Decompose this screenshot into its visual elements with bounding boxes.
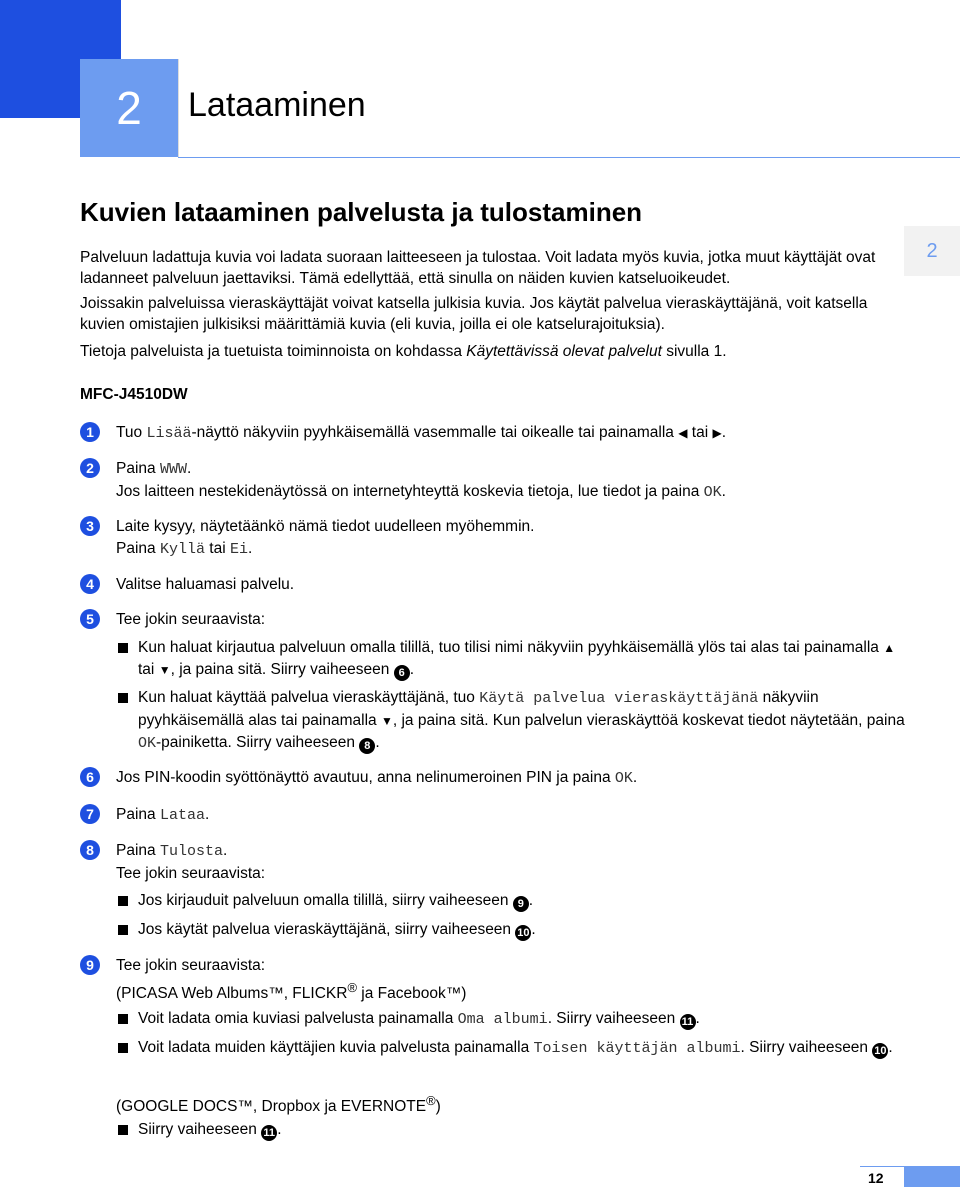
registered-mark: ® [347, 980, 357, 995]
text: Voit ladata muiden käyttäjien kuvia palvelusta painamalla [138, 1039, 534, 1056]
chapter-number: 2 [116, 82, 142, 134]
left-arrow-icon: ◀ [678, 426, 688, 440]
text: Paina [116, 460, 160, 477]
group-label [116, 1090, 896, 1118]
step-ref-badge[interactable]: 10 [874, 1045, 887, 1057]
text: Paina [116, 806, 160, 823]
step-number: 9 [80, 955, 100, 975]
intro-paragraph-1: Palveluun ladattuja kuvia voi ladata suoraan laitteeseen ja tulostaa. Voit ladata myös kuvia, jotka muut käyttäjät ovat ladanneet palveluun jaettaviksi. Tämä edellyttää, että sinulla on näiden kuvien katseluoikeudet. [80, 249, 876, 287]
bullet-text [138, 637, 908, 681]
text: (PICASA Web Albums™, FLICKR [116, 985, 348, 1003]
text: ) [435, 1098, 441, 1116]
step-text [116, 955, 896, 1005]
step-ref-badge[interactable]: 11 [261, 1125, 277, 1141]
step-ref-badge[interactable]: 11 [680, 1014, 696, 1030]
side-tab-label: 2 [926, 239, 938, 262]
chapter-title: Lataaminen [188, 86, 366, 124]
step-ref-badge[interactable]: 9 [513, 896, 529, 912]
text: tai [204, 540, 230, 557]
step-number: 4 [80, 574, 100, 594]
text: . [721, 483, 726, 500]
text: tai [687, 424, 713, 441]
bullet-square-icon [118, 693, 128, 703]
up-arrow-icon: ▲ [883, 641, 896, 655]
text: . [247, 540, 253, 557]
bullet-square-icon [118, 925, 128, 935]
text: Jos kirjauduit palveluun omalla tilillä, siirry vaiheeseen [138, 892, 513, 909]
text: . [277, 1121, 282, 1138]
text: , ja paina sitä. Siirry vaiheeseen [170, 661, 394, 678]
bullet-square-icon [118, 1014, 128, 1024]
text: Paina [116, 842, 160, 859]
section-title: Kuvien lataaminen palvelusta ja tulostaminen [80, 197, 643, 227]
bullet-text [138, 1119, 908, 1141]
bullet-text [138, 1037, 908, 1060]
bullet-text [138, 890, 908, 912]
footer-tab [904, 1167, 960, 1187]
menu-name: Käytä palvelua vieraskäyttäjänä [479, 690, 759, 707]
text: -näyttö näkyviin pyyhkäisemällä vasemmalle tai oikealle tai painamalla [191, 424, 679, 441]
step-number: 2 [80, 458, 100, 478]
text: Tee jokin seuraavista: [116, 957, 266, 974]
intro3-after: sivulla 1. [661, 343, 727, 360]
text: . [222, 842, 228, 859]
step-text: Valitse haluamasi palvelu. [116, 576, 295, 593]
intro3-link[interactable]: Käytettävissä olevat palvelut [466, 343, 662, 360]
chapter-number-box [80, 59, 178, 157]
step-text: Tee jokin seuraavista: [116, 611, 266, 628]
button-name: WWW [159, 461, 187, 478]
text: . [409, 661, 415, 678]
bullet-square-icon [118, 1125, 128, 1135]
button-name: Ei [229, 541, 248, 558]
text: ja Facebook™) [356, 985, 467, 1003]
text: Paina [116, 540, 160, 557]
step-text [116, 422, 896, 445]
step-number: 5 [80, 609, 100, 629]
button-name: Kyllä [159, 541, 205, 558]
text: Voit ladata omia kuviasi palvelusta painamalla [138, 1010, 458, 1027]
step-number: 3 [80, 516, 100, 536]
bullet-square-icon [118, 1043, 128, 1053]
side-chapter-tab [904, 226, 960, 276]
right-arrow-icon: ▶ [712, 426, 722, 440]
bullet-square-icon [118, 896, 128, 906]
text: tai [138, 661, 159, 678]
text: (GOOGLE DOCS™, Dropbox ja EVERNOTE [116, 1098, 427, 1116]
step-text [116, 840, 896, 885]
text: . [888, 1039, 893, 1056]
text: Kun haluat kirjautua palveluun omalla tilillä, tuo tilisi nimi näkyviin pyyhkäisemällä ylös tai alas tai painamalla [138, 639, 884, 656]
text: Jos laitteen nestekidenäytössä on internetyhteyttä koskevia tietoja, lue tiedot ja paina [116, 483, 704, 500]
button-name: OK [703, 484, 722, 501]
registered-mark: ® [426, 1093, 436, 1108]
text: . [632, 769, 638, 786]
text: Jos käytät palvelua vieraskäyttäjänä, siirry vaiheeseen [138, 921, 516, 938]
button-name: Oma albumi [457, 1011, 548, 1028]
bullet-text [138, 687, 908, 755]
model-heading: MFC-J4510DW [80, 386, 188, 403]
text: . [695, 1010, 700, 1027]
text: . Siirry vaiheeseen [547, 1010, 680, 1027]
intro3-before: Tietoja palveluista ja tuetuista toiminnoista on kohdassa [80, 343, 467, 360]
text: Jos PIN-koodin syöttönäyttö avautuu, anna nelinumeroinen PIN ja paina [116, 769, 615, 786]
text: Siirry vaiheeseen [138, 1121, 262, 1138]
button-name: OK [614, 770, 633, 787]
step-ref-badge[interactable]: 10 [517, 927, 530, 939]
text: . [721, 424, 726, 441]
text: . [375, 734, 380, 751]
step-ref-badge[interactable]: 8 [359, 738, 375, 754]
button-name: Tulosta [159, 843, 223, 860]
text: Kun haluat käyttää palvelua vieraskäyttäjänä, tuo [138, 689, 480, 706]
down-arrow-icon: ▼ [380, 714, 393, 728]
step-ref-badge[interactable]: 6 [394, 665, 410, 681]
screen-name: Lisää [146, 425, 192, 442]
button-name: OK [138, 735, 157, 752]
step-text [116, 767, 896, 790]
button-name: Lataa [159, 807, 205, 824]
header-rule [178, 157, 960, 158]
bullet-text [138, 1008, 908, 1031]
step-text [116, 804, 896, 827]
step-number: 7 [80, 804, 100, 824]
step-number: 8 [80, 840, 100, 860]
down-arrow-icon: ▼ [158, 663, 171, 677]
text: . [531, 921, 536, 938]
text: Tee jokin seuraavista: [116, 865, 266, 882]
intro-paragraph-3 [80, 341, 900, 362]
text: . [204, 806, 210, 823]
bullet-square-icon [118, 643, 128, 653]
text: , ja paina sitä. Kun palvelun vieraskäyttöä koskevat tiedot näytetään, paina [392, 712, 905, 729]
text: Laite kysyy, näytetäänkö nämä tiedot uudelleen myöhemmin. [116, 518, 535, 535]
text: Tuo [116, 424, 147, 441]
text: . [186, 460, 192, 477]
text: . [528, 892, 534, 909]
step-number: 6 [80, 767, 100, 787]
header-divider [178, 59, 179, 157]
text: -painiketta. Siirry vaiheeseen [156, 734, 360, 751]
step-text [116, 516, 896, 561]
intro-paragraph-2: Joissakin palveluissa vieraskäyttäjät voivat katsella julkisia kuvia. Jos käytät palvelua vieraskäyttäjänä, voit katsella kuvien omistajien julkisiksi määrittämiä kuvia (eli kuvia, joilla ei ole katselurajoituksia). [80, 295, 868, 333]
text: . Siirry vaiheeseen [740, 1039, 873, 1056]
text: näkyviin pyyhkäisemällä alas tai painamalla [138, 689, 819, 729]
bullet-text [138, 919, 908, 941]
step-number: 1 [80, 422, 100, 442]
page-number: 12 [868, 1170, 884, 1186]
step-text [116, 458, 896, 504]
button-name: Toisen käyttäjän albumi [533, 1040, 741, 1057]
